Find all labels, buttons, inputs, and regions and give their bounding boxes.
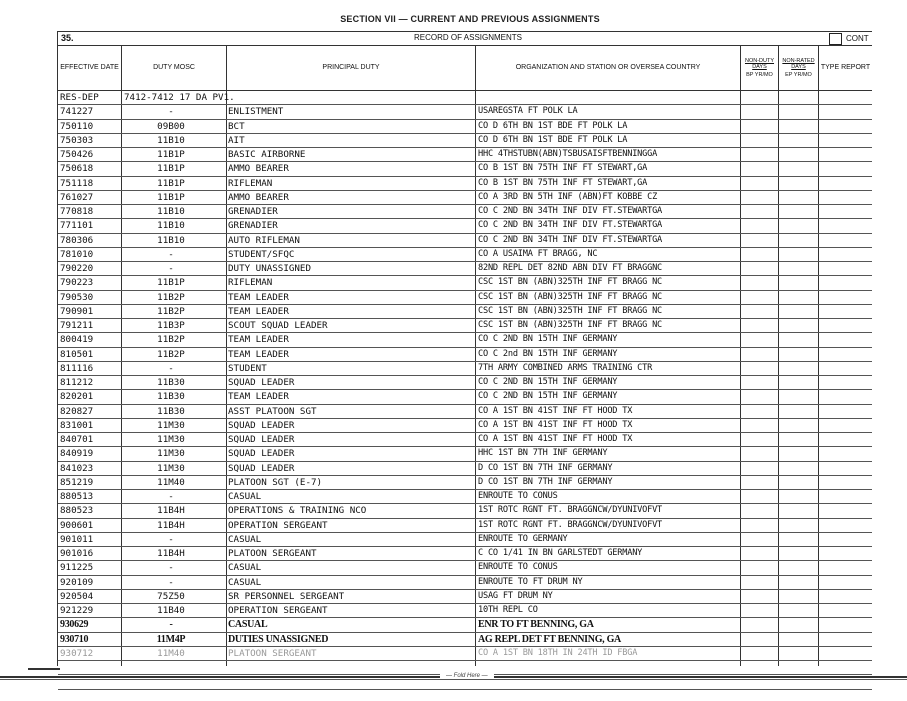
principal-duty-cell: SQUAD LEADER — [228, 448, 295, 460]
duty-mosc-cell: 7412-7412 17 DA PV1. — [124, 92, 235, 103]
effective-date-cell: 771101 — [60, 220, 94, 232]
effective-date-cell: 750303 — [60, 134, 94, 146]
principal-duty-cell — [228, 91, 473, 104]
table-row — [58, 120, 872, 134]
organization-cell: CSC 1ST BN (ABN)325TH INF FT BRAGG NC — [478, 305, 663, 316]
table-row — [58, 205, 872, 219]
organization-cell: CSC 1ST BN (ABN)325TH INF FT BRAGG NC — [478, 291, 663, 302]
effective-date-cell: 791211 — [60, 320, 94, 331]
table-row — [58, 419, 872, 433]
duty-mosc-cell: 11B2P — [157, 334, 185, 346]
effective-date-cell: 920504 — [60, 590, 94, 602]
table-row — [58, 219, 872, 233]
effective-date-cell: 911225 — [60, 562, 94, 574]
organization-cell: ENROUTE TO FT DRUM NY — [478, 576, 583, 587]
principal-duty-cell: BCT — [228, 120, 245, 132]
principal-duty-cell: TEAM LEADER — [228, 391, 289, 403]
effective-date-cell: 750426 — [60, 149, 94, 160]
table-row — [58, 519, 872, 533]
table-row — [58, 490, 872, 504]
duty-mosc-cell: 11M40 — [157, 647, 185, 659]
table-row — [58, 191, 872, 205]
effective-date-cell: 900601 — [60, 519, 94, 531]
organization-cell: CSC 1ST BN (ABN)325TH INF FT BRAGG NC — [478, 277, 663, 288]
page-edge-line — [28, 668, 60, 670]
table-row — [58, 476, 872, 490]
effective-date-cell: 820827 — [60, 405, 94, 417]
duty-mosc-cell: 11B4H — [157, 505, 185, 517]
principal-duty-cell: CASUAL — [228, 491, 262, 502]
table-row — [58, 248, 872, 262]
principal-duty-cell: DUTY UNASSIGNED — [228, 263, 311, 274]
table-row — [58, 576, 872, 590]
effective-date-cell: 840701 — [60, 434, 94, 445]
table-row — [58, 333, 872, 347]
principal-duty-cell: PLATOON SGT (E-7) — [228, 476, 323, 488]
effective-date-cell: 831001 — [60, 419, 94, 431]
duty-mosc-cell: 11B10 — [157, 206, 185, 217]
organization-cell: CO C 2ND BN 15TH INF GERMANY — [478, 391, 618, 402]
item-number: 35. — [61, 33, 74, 43]
duty-mosc-cell: 11B1P — [157, 163, 185, 175]
fold-line-bottom — [0, 679, 907, 680]
table-row — [58, 362, 872, 376]
table-row — [58, 590, 872, 604]
effective-date-cell: 920109 — [60, 576, 94, 588]
duty-mosc-cell: 11B1P — [157, 149, 185, 160]
duty-mosc-cell: 11B30 — [157, 391, 185, 403]
duty-mosc-cell: 09B00 — [157, 120, 185, 132]
table-row — [58, 618, 872, 632]
principal-duty-cell: GRENADIER — [228, 206, 278, 217]
effective-date-cell: 741227 — [60, 106, 94, 118]
effective-date-cell: 840919 — [60, 448, 94, 460]
principal-duty-cell: SQUAD LEADER — [228, 419, 295, 431]
duty-mosc-cell: 11M30 — [157, 448, 185, 460]
principal-duty-cell: CASUAL — [228, 619, 268, 631]
principal-duty-cell: ASST PLATOON SGT — [228, 405, 317, 417]
duty-mosc-cell: 11B30 — [157, 377, 185, 388]
non-rated-days-label: NON-RATED DAYS — [782, 58, 815, 70]
principal-duty-cell: TEAM LEADER — [228, 334, 289, 346]
header-org-station: ORGANIZATION AND STATION OR OVERSEA COUNTRY — [476, 46, 741, 91]
organization-cell: 1ST ROTC RGNT FT. BRAGGNCW/DYUNIVOFVT — [478, 505, 663, 516]
duty-mosc-cell: - — [168, 248, 174, 260]
effective-date-cell: 810501 — [60, 348, 94, 360]
principal-duty-cell: ENLISTMENT — [228, 106, 284, 118]
duty-mosc-cell: 11B1P — [157, 191, 185, 203]
table-row — [58, 91, 872, 105]
organization-cell: ENROUTE TO GERMANY — [478, 533, 568, 544]
duty-mosc-cell: - — [168, 562, 174, 574]
duty-mosc-cell: 11B40 — [157, 605, 185, 616]
principal-duty-cell: OPERATION SERGEANT — [228, 519, 328, 531]
organization-cell: 10TH REPL CO — [478, 605, 538, 615]
organization-cell: AG REPL DET FT BENNING, GA — [478, 633, 621, 645]
duty-mosc-cell: 11B2P — [157, 305, 185, 317]
fold-line — [0, 674, 907, 682]
table-row — [58, 291, 872, 305]
duty-mosc-cell: 11M4P — [156, 633, 186, 645]
principal-duty-cell: AUTO RIFLEMAN — [228, 234, 300, 246]
duty-mosc-cell — [122, 661, 220, 674]
principal-duty-cell: RIFLEMAN — [228, 277, 273, 289]
duty-mosc-cell: 11M30 — [157, 434, 185, 445]
principal-duty-cell: GRENADIER — [228, 220, 278, 232]
principal-duty-cell: OPERATIONS & TRAINING NCO — [228, 505, 367, 517]
organization-cell: CO C 2ND BN 15TH INF GERMANY — [478, 334, 618, 345]
effective-date-cell: 811116 — [60, 362, 94, 374]
organization-cell — [478, 661, 740, 674]
effective-date-cell: 880523 — [60, 505, 94, 517]
non-duty-days-unit: BP YR/MO — [746, 72, 773, 78]
organization-cell: ENROUTE TO CONUS — [478, 491, 558, 501]
effective-date-cell: 761027 — [60, 191, 94, 203]
duty-mosc-cell: - — [168, 362, 174, 374]
table-row — [58, 447, 872, 461]
organization-cell: CO A USAIMA FT BRAGG, NC — [478, 248, 598, 259]
principal-duty-cell: OPERATION SERGEANT — [228, 605, 328, 616]
duty-mosc-cell: - — [168, 106, 174, 118]
header-non-duty-days — [741, 46, 779, 91]
organization-cell: 1ST ROTC RGNT FT. BRAGGNCW/DYUNIVOFVT — [478, 519, 663, 530]
effective-date-cell: 901016 — [60, 548, 94, 559]
organization-cell: HHC 1ST BN 7TH INF GERMANY — [478, 448, 608, 459]
effective-date-cell: 820201 — [60, 391, 94, 403]
principal-duty-cell: SQUAD LEADER — [228, 462, 295, 474]
effective-date-cell: 790901 — [60, 305, 94, 317]
effective-date-cell: 790223 — [60, 277, 94, 289]
table-row — [58, 390, 872, 404]
organization-cell: ENR TO FT BENNING, GA — [478, 619, 594, 631]
table-row — [58, 148, 872, 162]
principal-duty-cell: TEAM LEADER — [228, 291, 289, 303]
organization-cell: USAG FT DRUM NY — [478, 590, 553, 601]
non-rated-days-unit: EP YR/MO — [785, 72, 812, 78]
duty-mosc-cell: 11B3P — [157, 320, 185, 331]
table-row — [58, 405, 872, 419]
organization-cell: CO C 2ND BN 34TH INF DIV FT.STEWARTGA — [478, 220, 663, 231]
organization-cell: CO C 2ND BN 34TH INF DIV FT.STEWARTGA — [478, 234, 663, 245]
principal-duty-cell: PLATOON SERGEANT — [228, 548, 317, 559]
organization-cell: 82ND REPL DET 82ND ABN DIV FT BRAGGNC — [478, 263, 663, 273]
organization-cell — [478, 91, 740, 104]
effective-date-cell: 851219 — [60, 476, 94, 488]
organization-cell: CO A 3RD BN 5TH INF (ABN)FT KOBBE CZ — [478, 191, 658, 202]
principal-duty-cell: BASIC AIRBORNE — [228, 149, 306, 160]
duty-mosc-cell: 11M30 — [157, 462, 185, 474]
organization-cell: ENROUTE TO CONUS — [478, 562, 558, 573]
organization-cell: CO C 2nd BN 15TH INF GERMANY — [478, 348, 618, 359]
organization-cell: CO C 2ND BN 15TH INF GERMANY — [478, 377, 618, 387]
effective-date-cell: 770818 — [60, 206, 94, 217]
section-title: SECTION VII — CURRENT AND PREVIOUS ASSIGNMENTS — [340, 14, 600, 24]
effective-date-cell: 930629 — [60, 619, 89, 631]
table-row — [58, 504, 872, 518]
table-row — [58, 433, 872, 447]
header-duty-mosc: DUTY MOSC — [122, 46, 227, 91]
duty-mosc-cell: 11B1P — [157, 177, 185, 189]
principal-duty-cell: TEAM LEADER — [228, 348, 289, 360]
organization-cell: USAREGSTA FT POLK LA — [478, 106, 578, 117]
effective-date-cell: 750618 — [60, 163, 94, 175]
assignment-rows — [58, 91, 872, 690]
duty-mosc-cell: 11B4H — [157, 519, 185, 531]
duty-mosc-cell: 11B10 — [157, 234, 185, 246]
duty-mosc-cell: 11B4H — [157, 548, 185, 559]
organization-cell: CSC 1ST BN (ABN)325TH INF FT BRAGG NC — [478, 320, 663, 330]
principal-duty-cell: DUTIES UNASSIGNED — [228, 633, 329, 645]
duty-mosc-cell: 11M40 — [157, 476, 185, 488]
organization-cell: CO D 6TH BN 1ST BDE FT POLK LA — [478, 120, 628, 131]
table-row — [58, 561, 872, 575]
cont-label: CONT — [846, 34, 869, 43]
organization-cell: CO A 1ST BN 18TH IN 24TH ID FBGA — [478, 647, 638, 658]
principal-duty-cell: STUDENT/SFQC — [228, 248, 295, 260]
principal-duty-cell: AIT — [228, 134, 245, 146]
header-non-rated-days — [779, 46, 819, 91]
effective-date-cell: RES-DEP — [60, 92, 99, 103]
principal-duty-cell — [228, 661, 473, 674]
effective-date-cell: 751118 — [60, 177, 94, 189]
principal-duty-cell: SQUAD LEADER — [228, 377, 295, 388]
table-row — [58, 177, 872, 191]
duty-mosc-cell: 11B1P — [157, 277, 185, 289]
table-row — [58, 234, 872, 248]
principal-duty-cell: TEAM LEADER — [228, 305, 289, 317]
header-effective-date: EFFECTIVE DATE — [58, 46, 122, 91]
effective-date-cell: 841023 — [60, 462, 94, 474]
table-row — [58, 533, 872, 547]
effective-date-cell: 921229 — [60, 605, 94, 616]
table-row — [58, 105, 872, 119]
organization-cell: HHC 4THSTUBN(ABN)TSBUSAISFTBENNINGGA — [478, 149, 658, 159]
principal-duty-cell: PLATOON SERGEANT — [228, 647, 317, 659]
organization-cell: D CO 1ST BN 7TH INF GERMANY — [478, 462, 613, 473]
organization-cell: D CO 1ST BN 7TH INF GERMANY — [478, 476, 613, 487]
organization-cell: CO A 1ST BN 41ST INF FT HOOD TX — [478, 405, 633, 416]
duty-mosc-cell: 11B10 — [157, 134, 185, 146]
non-duty-days-label: NON-DUTY DAYS — [744, 58, 775, 70]
effective-date-cell: 901011 — [60, 533, 94, 545]
record-title: RECORD OF ASSIGNMENTS — [413, 33, 522, 42]
principal-duty-cell: CASUAL — [228, 533, 262, 545]
duty-mosc-cell: 11B10 — [157, 220, 185, 232]
table-row — [58, 604, 872, 618]
duty-mosc-cell: - — [168, 263, 174, 274]
effective-date-cell: 930710 — [60, 633, 89, 645]
record-of-assignments-form — [57, 31, 872, 666]
organization-cell: CO B 1ST BN 75TH INF FT STEWART,GA — [478, 177, 648, 188]
duty-mosc-cell: 75Z50 — [157, 590, 185, 602]
duty-mosc-cell: - — [168, 533, 174, 545]
organization-cell: CO B 1ST BN 75TH INF FT STEWART,GA — [478, 163, 648, 174]
principal-duty-cell: RIFLEMAN — [228, 177, 273, 189]
duty-mosc-cell: 11B30 — [157, 405, 185, 417]
principal-duty-cell: AMMO BEARER — [228, 191, 289, 203]
organization-cell: CO D 6TH BN 1ST BDE FT POLK LA — [478, 134, 628, 145]
header-type-report: TYPE REPORT — [819, 46, 872, 91]
duty-mosc-cell: - — [169, 619, 173, 631]
table-row — [58, 462, 872, 476]
header-principal-duty: PRINCIPAL DUTY — [227, 46, 476, 91]
table-row — [58, 276, 872, 290]
table-row — [58, 633, 872, 647]
effective-date-cell: 750110 — [60, 120, 94, 132]
duty-mosc-cell: 11B2P — [157, 348, 185, 360]
effective-date-cell: 811212 — [60, 377, 94, 388]
table-row — [58, 319, 872, 333]
organization-cell: C CO 1/41 IN BN GARLSTEDT GERMANY — [478, 548, 643, 558]
duty-mosc-cell: 11B2P — [157, 291, 185, 303]
principal-duty-cell: CASUAL — [228, 576, 262, 588]
principal-duty-cell: SCOUT SQUAD LEADER — [228, 320, 328, 331]
principal-duty-cell: CASUAL — [228, 562, 262, 574]
table-row — [58, 162, 872, 176]
effective-date-cell: 780306 — [60, 234, 94, 246]
effective-date-cell: 880513 — [60, 491, 94, 502]
table-row — [58, 647, 872, 661]
table-row — [58, 547, 872, 561]
principal-duty-cell: SR PERSONNEL SERGEANT — [228, 590, 345, 602]
effective-date-cell: 790530 — [60, 291, 94, 303]
effective-date-cell: 800419 — [60, 334, 94, 346]
organization-cell: 7TH ARMY COMBINED ARMS TRAINING CTR — [478, 362, 653, 373]
effective-date-cell: 781010 — [60, 248, 94, 260]
table-row — [58, 134, 872, 148]
table-row — [58, 376, 872, 390]
fold-here-label: — Fold Here — — [440, 673, 494, 679]
form-top-bar — [58, 32, 872, 46]
table-row — [58, 262, 872, 276]
organization-cell: CO A 1ST BN 41ST INF FT HOOD TX — [478, 419, 633, 430]
organization-cell: CO A 1ST BN 41ST INF FT HOOD TX — [478, 434, 633, 444]
principal-duty-cell: SQUAD LEADER — [228, 434, 295, 445]
table-row — [58, 348, 872, 362]
principal-duty-cell: AMMO BEARER — [228, 163, 289, 175]
organization-cell: CO C 2ND BN 34TH INF DIV FT.STEWARTGA — [478, 206, 663, 216]
effective-date-cell: 790220 — [60, 263, 94, 274]
effective-date-cell: 930712 — [60, 647, 94, 659]
cont-checkbox[interactable] — [829, 33, 842, 45]
principal-duty-cell: STUDENT — [228, 362, 267, 374]
duty-mosc-cell: 11M30 — [157, 419, 185, 431]
effective-date-cell — [60, 661, 120, 674]
duty-mosc-cell: - — [168, 576, 174, 588]
duty-mosc-cell: - — [168, 491, 174, 502]
table-row — [58, 305, 872, 319]
